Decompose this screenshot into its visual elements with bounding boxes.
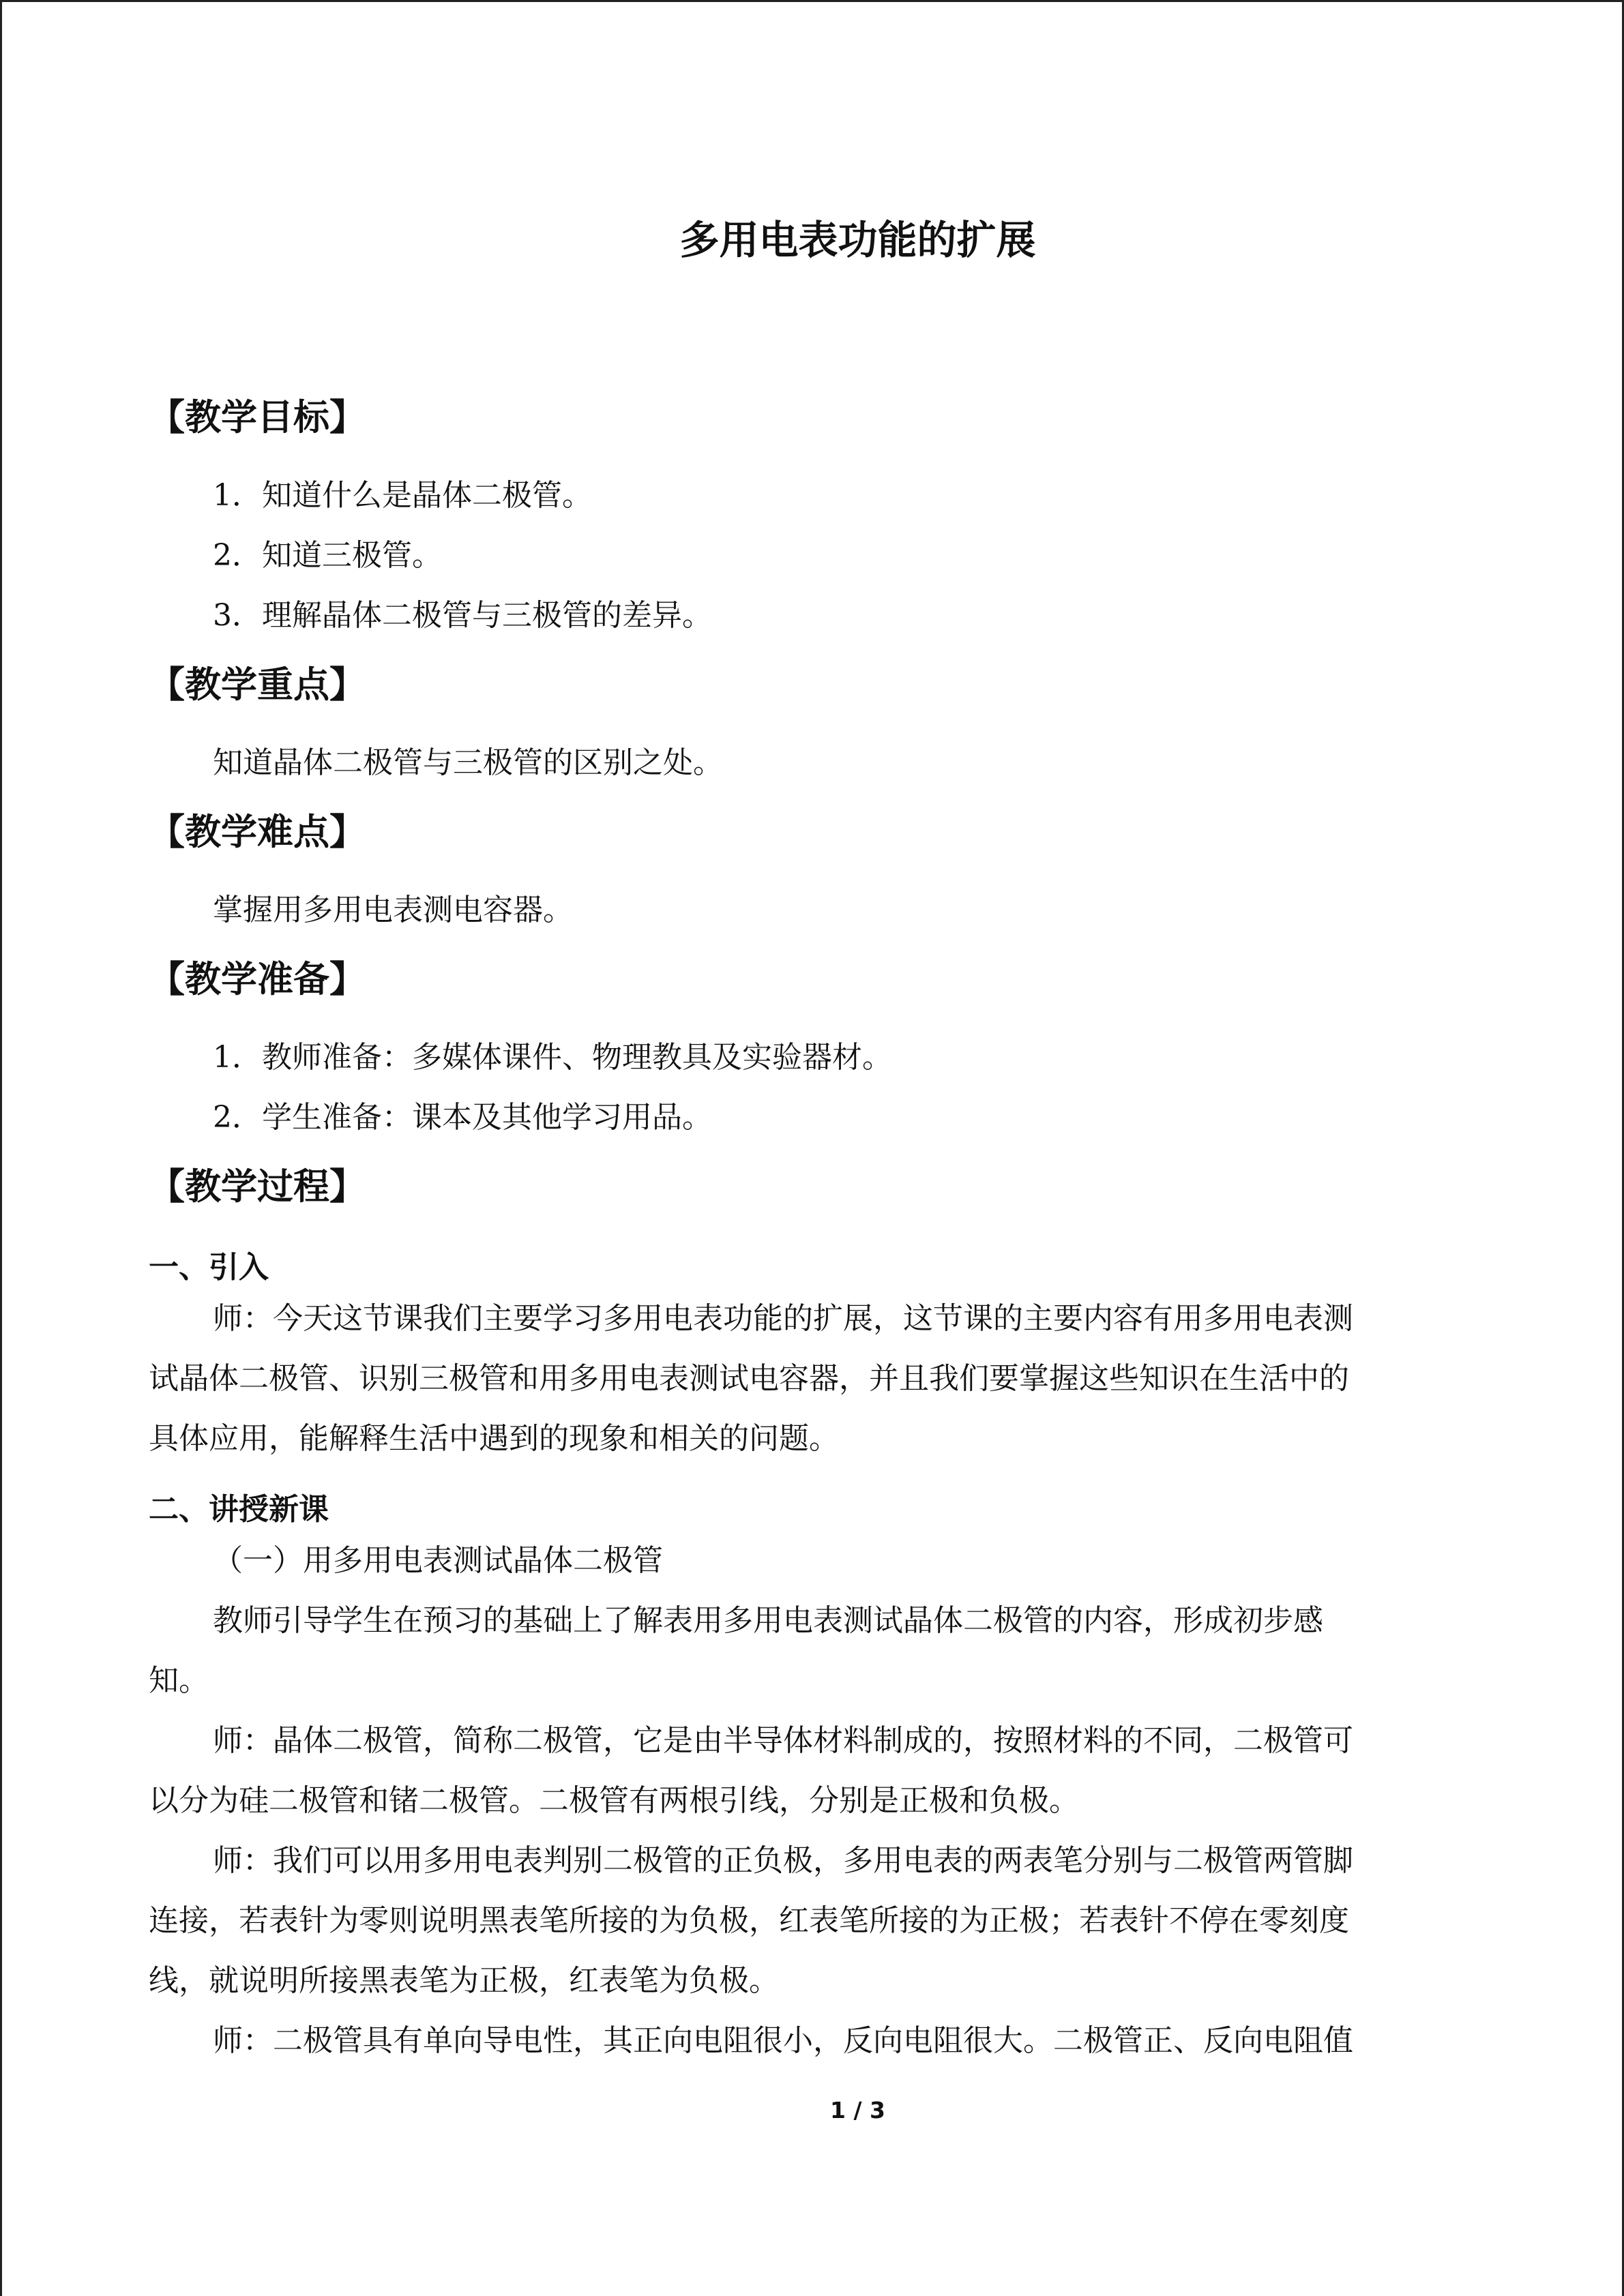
key-points-heading: 【教学重点】 [149,664,366,706]
paragraph-line: 师：今天这节课我们主要学习多用电表功能的扩展，这节课的主要内容有用多用电表测 [213,1301,1353,1336]
objectives-heading: 【教学目标】 [149,397,366,438]
lesson-paragraph-3 [149,1831,1460,2011]
lesson-paragraph-4 [149,2011,1460,2071]
difficulties-heading: 【教学难点】 [149,811,366,853]
difficulties-text: 掌握用多用电表测电容器。 [213,893,573,927]
preparation-item: 2．学生准备：课本及其他学习用品。 [213,1100,712,1135]
process-heading: 【教学过程】 [149,1166,366,1208]
paragraph-line: 以分为硅二极管和锗二极管。二极管有两根引线，分别是正极和负极。 [149,1783,1079,1818]
preparation-item: 1．教师准备：多媒体课件、物理教具及实验器材。 [213,1040,892,1075]
paragraph-line: 连接，若表针为零则说明黑表笔所接的为负极，红表笔所接的为正极；若表针不停在零刻度 [149,1903,1349,1938]
paragraph-line: 师：二极管具有单向导电性，其正向电阻很小，反向电阻很大。二极管正、反向电阻值 [213,2023,1353,2058]
page-border-top [0,0,1624,2]
key-points-text: 知道晶体二极管与三极管的区别之处。 [213,745,723,780]
lesson-paragraph-2 [149,1711,1460,1831]
intro-paragraph [149,1289,1460,1469]
paragraph-line: 知。 [149,1663,209,1698]
new-lesson-heading: 二、讲授新课 [149,1492,329,1527]
page-number: 1 / 3 [830,2097,885,2123]
paragraph-line: 师：晶体二极管，简称二极管，它是由半导体材料制成的，按照材料的不同，二极管可 [213,1723,1353,1758]
paragraph-line: 试晶体二极管、识别三极管和用多用电表测试电容器，并且我们要掌握这些知识在生活中的 [149,1361,1349,1396]
paragraph-line: 师：我们可以用多用电表判别二极管的正负极，多用电表的两表笔分别与二极管两管脚 [213,1843,1353,1878]
objective-item: 2．知道三极管。 [213,538,442,573]
preparation-heading: 【教学准备】 [149,959,366,1000]
objective-item: 1．知道什么是晶体二极管。 [213,478,592,513]
objective-item: 3．理解晶体二极管与三极管的差异。 [213,598,712,633]
paragraph-line: 具体应用，能解释生活中遇到的现象和相关的问题。 [149,1421,839,1456]
page-title: 多用电表功能的扩展 [679,217,1036,263]
page-border-left [0,0,2,2296]
paragraph-line: 线，就说明所接黑表笔为正极，红表笔为负极。 [149,1963,779,1998]
paragraph-line: 教师引导学生在预习的基础上了解表用多用电表测试晶体二极管的内容，形成初步感 [213,1603,1323,1638]
intro-heading: 一、引入 [149,1250,269,1285]
new-lesson-subheading: （一）用多用电表测试晶体二极管 [213,1543,663,1578]
lesson-paragraph-1 [149,1591,1460,1711]
